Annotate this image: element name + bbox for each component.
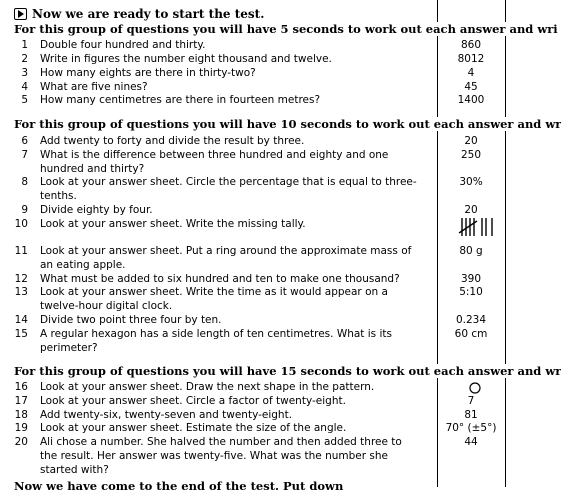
tally-marks-icon [458, 216, 498, 238]
question-text: Look at your answer sheet. Write the time as it would appear on a [40, 286, 388, 298]
question-text: How many centimetres are there in fourteen metres? [40, 94, 321, 106]
question-number: 19 [14, 422, 28, 434]
question-number: 17 [14, 395, 28, 407]
answer: 8012 [457, 53, 485, 65]
question-text: Double four hundred and thirty. [40, 39, 206, 51]
question-text-continued: twelve-hour digital clock. [40, 300, 173, 312]
section-heading-5-seconds: For this group of questions you will have 5 seconds to work out each answer and wri [14, 22, 558, 36]
question-number: 20 [14, 436, 28, 448]
question-number: 13 [14, 286, 28, 298]
question-number: 16 [14, 381, 28, 393]
question-text: Write in figures the number eight thousand and twelve. [40, 53, 332, 65]
answer: 20 [464, 135, 478, 147]
answer: 7 [467, 395, 475, 407]
question-number: 4 [21, 81, 28, 93]
question-number: 7 [21, 149, 28, 161]
start-instruction [14, 7, 264, 21]
answer: 5:10 [459, 286, 483, 298]
section-heading-10-seconds: For this group of questions you will have 10 seconds to work out each answer and wr [14, 117, 561, 131]
question-text-continued: an eating apple. [40, 259, 126, 271]
question-number: 15 [14, 328, 28, 340]
question-number: 1 [21, 39, 28, 51]
question-text-continued: perimeter? [40, 342, 98, 354]
answer: 60 cm [454, 328, 488, 340]
question-number: 18 [14, 409, 28, 421]
question-text: What are five nines? [40, 81, 148, 93]
answer: 30% [459, 176, 483, 188]
play-icon [14, 8, 27, 20]
question-text: Divide eighty by four. [40, 204, 153, 216]
question-text: Look at your answer sheet. Circle the percentage that is equal to three- [40, 176, 417, 188]
question-text: Add twenty-six, twenty-seven and twenty-eight. [40, 409, 293, 421]
answer: 0.234 [455, 314, 487, 326]
question-text: What is the difference between three hundred and eighty and one [40, 149, 389, 161]
question-text: Look at your answer sheet. Estimate the size of the angle. [40, 422, 347, 434]
answer: 1400 [457, 94, 485, 106]
question-text: Look at your answer sheet. Circle a factor of twenty-eight. [40, 395, 346, 407]
question-text: Ali chose a number. She halved the number and then added three to [40, 436, 402, 448]
answer: 44 [464, 436, 478, 448]
question-text: What must be added to six hundred and ten to make one thousand? [40, 273, 400, 285]
question-text-continued: the result. Her answer was twenty-five. What was the number she [40, 450, 388, 462]
answer: 80 g [459, 245, 483, 257]
answer: 20 [464, 204, 478, 216]
question-text: Look at your answer sheet. Draw the next shape in the pattern. [40, 381, 375, 393]
answer: 81 [464, 409, 478, 421]
question-number: 6 [21, 135, 28, 147]
question-text: A regular hexagon has a side length of ten centimetres. What is its [40, 328, 392, 340]
question-text: Look at your answer sheet. Put a ring around the approximate mass of [40, 245, 412, 257]
section-heading-15-seconds: For this group of questions you will have 15 seconds to work out each answer and wr [14, 364, 561, 378]
question-number: 11 [14, 245, 28, 257]
start-text: Now we are ready to start the test. [32, 7, 265, 21]
answer-column-right-rule [505, 0, 506, 487]
question-text: How many eights are there in thirty-two? [40, 67, 256, 79]
answer-column-left-rule [437, 0, 438, 487]
question-text: Look at your answer sheet. Write the missing tally. [40, 218, 306, 230]
answer: 860 [460, 39, 482, 51]
question-number: 14 [14, 314, 28, 326]
question-number: 8 [21, 176, 28, 188]
question-number: 9 [21, 204, 28, 216]
circle-shape-icon [468, 381, 482, 395]
question-number: 5 [21, 94, 28, 106]
question-number: 10 [14, 218, 28, 230]
question-text: Add twenty to forty and divide the result by three. [40, 135, 305, 147]
question-text-continued: hundred and thirty? [40, 163, 145, 175]
question-text-continued: tenths. [40, 190, 77, 202]
question-number: 2 [21, 53, 28, 65]
answer: 250 [460, 149, 482, 161]
question-number: 12 [14, 273, 28, 285]
question-text-continued: started with? [40, 464, 109, 476]
answer: 70° (±5°) [445, 422, 497, 434]
answer: 4 [467, 67, 475, 79]
answer: 390 [460, 273, 482, 285]
question-number: 3 [21, 67, 28, 79]
footer-fragment: Now we have come to the end of the test. Put down [14, 479, 344, 493]
question-text: Divide two point three four by ten. [40, 314, 222, 326]
answer: 45 [464, 81, 478, 93]
